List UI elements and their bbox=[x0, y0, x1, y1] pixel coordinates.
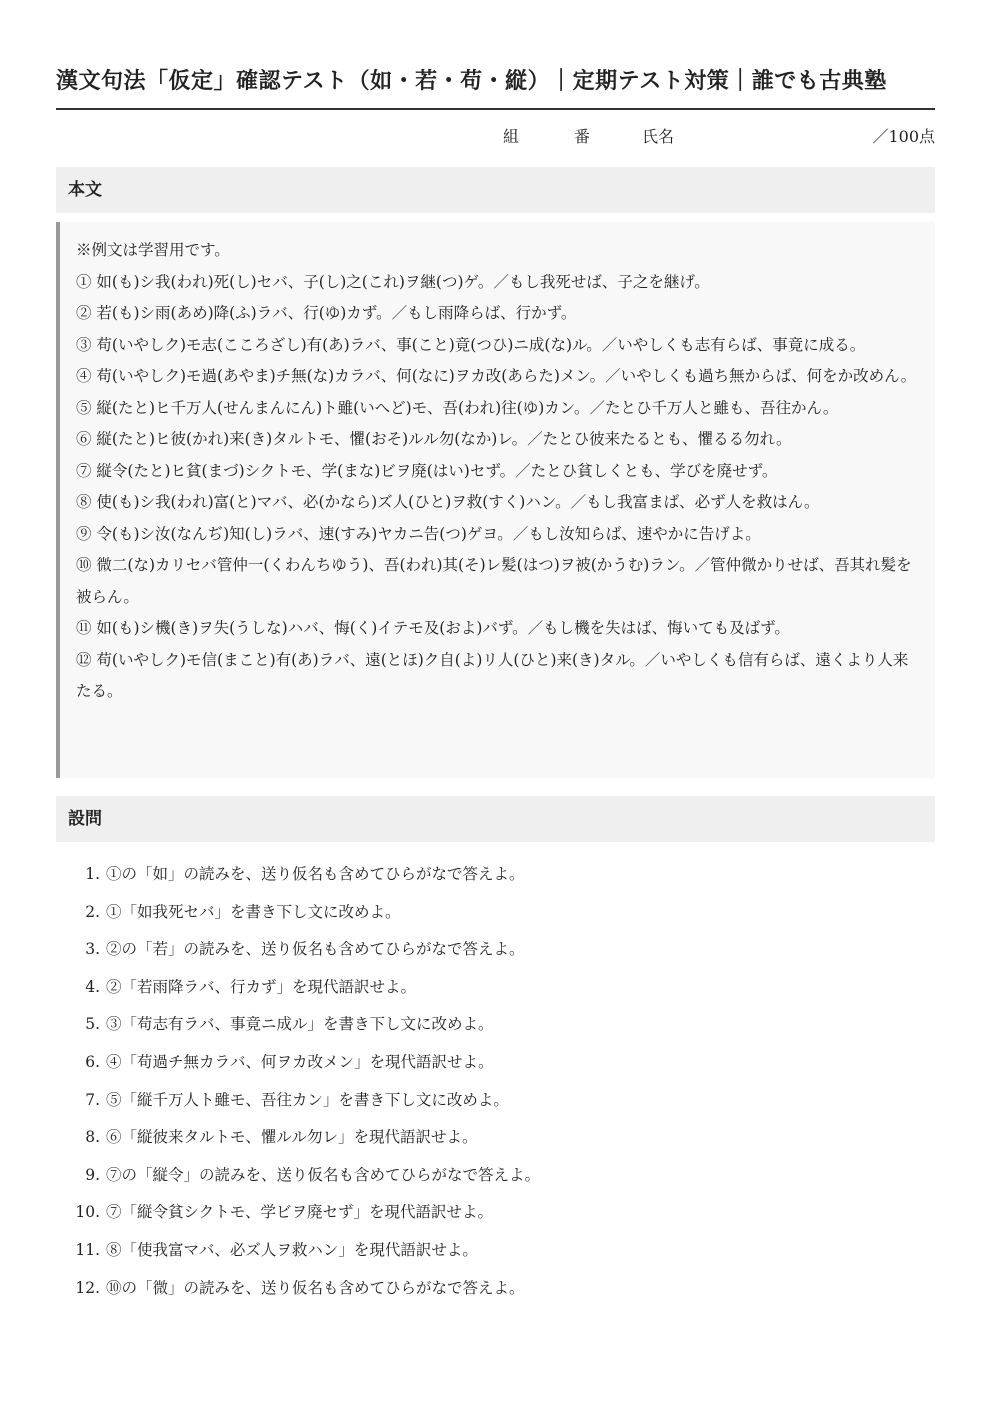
question-item bbox=[56, 856, 935, 894]
question-number: 8. bbox=[85, 1128, 100, 1147]
question-item bbox=[56, 1119, 935, 1157]
question-list bbox=[56, 856, 935, 1307]
class-label: 組 bbox=[503, 127, 520, 146]
question-item bbox=[56, 1270, 935, 1308]
question-item bbox=[56, 1232, 935, 1270]
question-text: ⑧「使我富マバ、必ズ人ヲ救ハン」を現代語訳せよ。 bbox=[106, 1240, 478, 1259]
question-number: 4. bbox=[85, 977, 100, 996]
example-sentence: ③ 苟(いやしク)モ志(こころざし)有(あ)ラバ、事(こと)竟(つひ)ニ成(な)ル。／いやしくも志有らば、事竟に成る。 bbox=[76, 335, 866, 354]
question-number: 10. bbox=[75, 1203, 100, 1222]
question-number: 9. bbox=[85, 1165, 100, 1184]
question-item bbox=[56, 1157, 935, 1195]
question-number: 12. bbox=[75, 1278, 100, 1297]
question-text: ①「如我死セバ」を書き下し文に改めよ。 bbox=[106, 902, 401, 921]
question-item bbox=[56, 1082, 935, 1120]
question-number: 6. bbox=[85, 1052, 100, 1071]
example-sentence: ⑥ 縦(たと)ヒ彼(かれ)来(き)タルトモ、懼(おそ)ルル勿(なか)レ。／たとひ彼来たるとも、懼るる勿れ。 bbox=[76, 430, 792, 448]
question-item bbox=[56, 1044, 935, 1082]
example-sentence: ⑩ 微二(な)カリセバ管仲一(くわんちゆう)、吾(われ)其(そ)レ髪(はつ)ヲ被(かうむ)ラン。／管仲微かりせば、吾其れ髪を被らん。 bbox=[76, 556, 912, 606]
question-text: ⑦「縦令貧シクトモ、学ビヲ廃セず」を現代語訳せよ。 bbox=[106, 1203, 494, 1222]
question-text: ⑤「縦千万人ト雖モ、吾往カン」を書き下し文に改めよ。 bbox=[106, 1090, 509, 1109]
question-text: ⑥「縦彼来タルトモ、懼ルル勿レ」を現代語訳せよ。 bbox=[106, 1128, 478, 1147]
question-number: 3. bbox=[85, 940, 100, 959]
example-sentence: ⑪ 如(も)シ機(き)ヲ失(うしな)ハバ、悔(く)イテモ及(およ)バず。／もし機を失はば、悔いても及ばず。 bbox=[76, 619, 790, 637]
question-number: 11. bbox=[75, 1240, 100, 1259]
questions-heading: 設問 bbox=[56, 796, 935, 842]
example-sentence: ⑧ 使(も)シ我(われ)富(と)マバ、必(かなら)ズ人(ひと)ヲ救(すく)ハン。／もし我富まば、必ず人を救はん。 bbox=[76, 493, 820, 511]
question-number: 1. bbox=[85, 865, 100, 883]
example-sentence: ⑨ 令(も)シ汝(なんぢ)知(し)ラバ、速(すみ)ヤカニ告(つ)ゲヨ。／もし汝知らば、速やかに告げよ。 bbox=[76, 524, 761, 543]
honbun-heading: 本文 bbox=[56, 167, 935, 213]
example-sentence: ④ 苟(いやしク)モ過(あやま)チ無(な)カラバ、何(なに)ヲカ改(あらた)メン。／いやしくも過ち無からば、何をか改めん。 bbox=[76, 367, 917, 385]
name-label: 氏名 bbox=[642, 127, 675, 146]
question-text: ①の「如」の読みを、送り仮名も含めてひらがなで答えよ。 bbox=[106, 865, 525, 883]
example-sentence: ⑤ 縦(たと)ヒ千万人(せんまんにん)ト雖(いへど)モ、吾(われ)往(ゆ)カン。／たとひ千万人と雖も、吾往かん。 bbox=[76, 398, 839, 417]
question-item bbox=[56, 931, 935, 969]
question-text: ⑦の「縦令」の読みを、送り仮名も含めてひらがなで答えよ。 bbox=[106, 1165, 541, 1184]
example-sentence: ⑫ 苟(いやしク)モ信(まこと)有(あ)ラバ、遠(とほ)ク自(よ)リ人(ひと)来(き)タル。／いやしくも信有らば、遠くより人来たる。 bbox=[76, 650, 909, 700]
honbun-box bbox=[56, 222, 935, 778]
question-text: ②の「若」の読みを、送り仮名も含めてひらがなで答えよ。 bbox=[106, 940, 525, 959]
question-text: ②「若雨降ラバ、行カず」を現代語訳せよ。 bbox=[106, 977, 417, 996]
example-sentence: ⑦ 縦令(たと)ヒ貧(まづ)シクトモ、学(まな)ビヲ廃(はい)セず。／たとひ貧しくとも、学びを廃せず。 bbox=[76, 461, 778, 480]
question-text: ③「苟志有ラバ、事竟ニ成ル」を書き下し文に改めよ。 bbox=[106, 1015, 494, 1034]
page-title: 漢文句法「仮定」確認テスト（如・若・苟・縦）｜定期テスト対策｜誰でも古典塾 bbox=[56, 68, 887, 94]
question-item bbox=[56, 969, 935, 1007]
question-number: 5. bbox=[85, 1015, 100, 1034]
question-text: ④「苟過チ無カラバ、何ヲカ改メン」を現代語訳せよ。 bbox=[106, 1052, 494, 1071]
number-label: 番 bbox=[574, 127, 591, 146]
example-sentence: ② 若(も)シ雨(あめ)降(ふ)ラバ、行(ゆ)カず。／もし雨降らば、行かず。 bbox=[76, 304, 577, 322]
question-item bbox=[56, 1006, 935, 1044]
example-sentence: ① 如(も)シ我(われ)死(し)セバ、子(し)之(これ)ヲ継(つ)ゲ。／もし我死せば、子之を継げ。 bbox=[76, 272, 710, 291]
score-label: ／100点 bbox=[872, 127, 935, 146]
question-text: ⑩の「微」の読みを、送り仮名も含めてひらがなで答えよ。 bbox=[106, 1278, 525, 1297]
question-number: 2. bbox=[85, 902, 100, 921]
question-number: 7. bbox=[85, 1090, 100, 1109]
honbun-note: ※例文は学習用です。 bbox=[76, 241, 230, 259]
question-item bbox=[56, 894, 935, 932]
question-item bbox=[56, 1194, 935, 1232]
title-divider bbox=[56, 108, 935, 110]
